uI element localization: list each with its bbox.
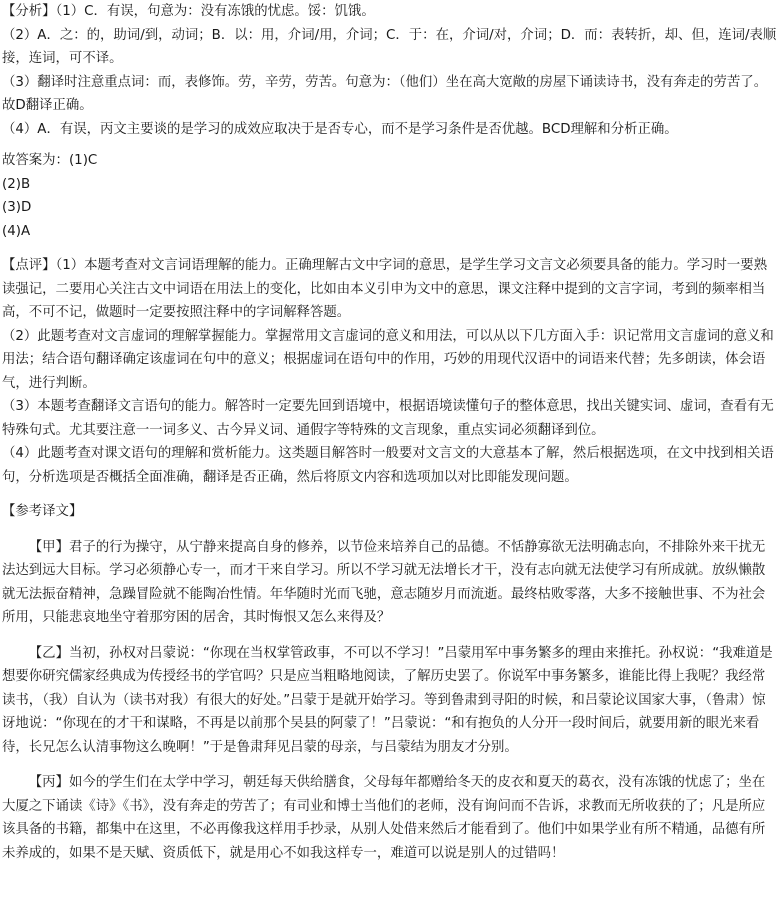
answer-item: (4)A bbox=[2, 223, 31, 239]
reference-heading: 【参考译文】 bbox=[2, 504, 83, 519]
answer-intro: 故答案为：(1)C bbox=[2, 153, 98, 168]
answers-section bbox=[2, 149, 778, 243]
reference-section bbox=[2, 500, 778, 865]
analysis-line: （4）A．有误，丙文主要谈的是学习的成效应取决于是否专心，而不是学习条件是否优越。BCD理解和分析正确。 bbox=[2, 121, 678, 137]
analysis-line: （2）A．之：的，助词/到，动词；B．以：用，介词/用，介词；C．于：在，介词/对，介词；D．而：表转折，却、但，连词/表顺接，连词，可不译。 bbox=[2, 27, 777, 66]
reference-paragraph-bing: 【丙】如今的学生们在太学中学习，朝廷每天供给膳食，父母每年都赠给冬天的皮衣和夏天的葛衣，没有冻饿的忧虑了；坐在大厦之下诵读《诗》《书》，没有奔走的劳苦了；有司业和博士当他们的老师，没有询问而不告诉，求教而无所收获的了；凡是所应该具备的书籍，都集中在这里，不必再像我这样用手抄录，从别人处借来然后才能看到了。他们中如果学业有所不精通，品德有所未养成的，如果不是天赋、资质低下，就是用心不如我这样专一，难道可以说是别人的过错吗！ bbox=[2, 775, 766, 861]
comment-section bbox=[2, 254, 778, 489]
analysis-line: （3）翻译时注意重点词：而，表修饰。劳，辛劳，劳苦。句意为：（他们）坐在高大宽敞的房屋下诵读诗书，没有奔走的劳苦了。故D翻译正确。 bbox=[2, 74, 768, 113]
reference-paragraph-jia: 【甲】君子的行为操守，从宁静来提高自身的修养，以节俭来培养自己的品德。不恬静寡欲无法明确志向，不排除外来干扰无法达到远大目标。学习必须静心专一，而才干来自学习。所以不学习就无法增长才干，没有志向就无法使学习有所成就。放纵懒散就无法振奋精神，急躁冒险就不能陶冶性情。年华随时光而飞驰，意志随岁月而流逝。最终枯败零落，大多不接触世事、不为社会所用，只能悲哀地坐守着那穷困的居舍，其时悔恨又怎么来得及？ bbox=[2, 539, 766, 625]
comment-line: 【点评】（1）本题考查对文言词语理解的能力。正确理解古文中字词的意思，是学生学习文言文必须要具备的能力。学习时一要熟读强记，二要用心关注古文中词语在用法上的变化，比如由本义引申为文中的意思，课文注释中提到的文言字词，考到的频率相当高，不可不记，做题时一定要按照注释中的字词解释答题。 bbox=[2, 258, 768, 320]
comment-line: （4）此题考查对课文语句的理解和赏析能力。这类题目解答时一般要对文言文的大意基本了解，然后根据选项，在文中找到相关语句，分析选项是否概括全面准确，翻译是否正确，然后将原文内容和选项加以对比即能发现问题。 bbox=[2, 446, 774, 485]
comment-line: （2）此题考查对文言虚词的理解掌握能力。掌握常用文言虚词的意义和用法，可以从以下几方面入手：识记常用文言虚词的意义和用法；结合语句翻译确定该虚词在句中的意义；根据虚词在语句中的作用，巧妙的用现代汉语中的词语来代替；先多朗读，体会语气，进行判断。 bbox=[2, 328, 774, 391]
comment-line: （3）本题考查翻译文言语句的能力。解答时一定要先回到语境中，根据语境读懂句子的整体意思，找出关键实词、虚词，查看有无特殊句式。尤其要注意一一词多义、古今异义词、通假字等特殊的文言现象，重点实词必须翻译到位。 bbox=[2, 399, 774, 438]
answer-item: (2)B bbox=[2, 176, 31, 192]
reference-paragraph-yi: 【乙】当初，孙权对吕蒙说：“你现在当权掌管政事，不可以不学习！”吕蒙用军中事务繁多的理由来推托。孙权说：“我难道是想要你研究儒家经典成为传授经书的学官吗？只是应当粗略地阅读，了解历史罢了。你说军中事务繁多，谁能比得上我呢？我经常读书，（我）自认为（读书对我）有很大的好处。”吕蒙于是就开始学习。等到鲁肃到寻阳的时候，和吕蒙论议国家大事，（鲁肃）惊讶地说：“你现在的才干和谋略，不再是以前那个吴县的阿蒙了！”吕蒙说：“和有抱负的人分开一段时间后，就要用新的眼光来看待，长兄怎么认清事物这么晚啊！”于是鲁肃拜见吕蒙的母亲，与吕蒙结为朋友才分别。 bbox=[2, 645, 773, 755]
answer-item: (3)D bbox=[2, 200, 32, 215]
analysis-section bbox=[2, 0, 778, 141]
analysis-line: 【分析】（1）C．有误，句意为：没有冻饿的忧虑。馁：饥饿。 bbox=[2, 4, 375, 19]
